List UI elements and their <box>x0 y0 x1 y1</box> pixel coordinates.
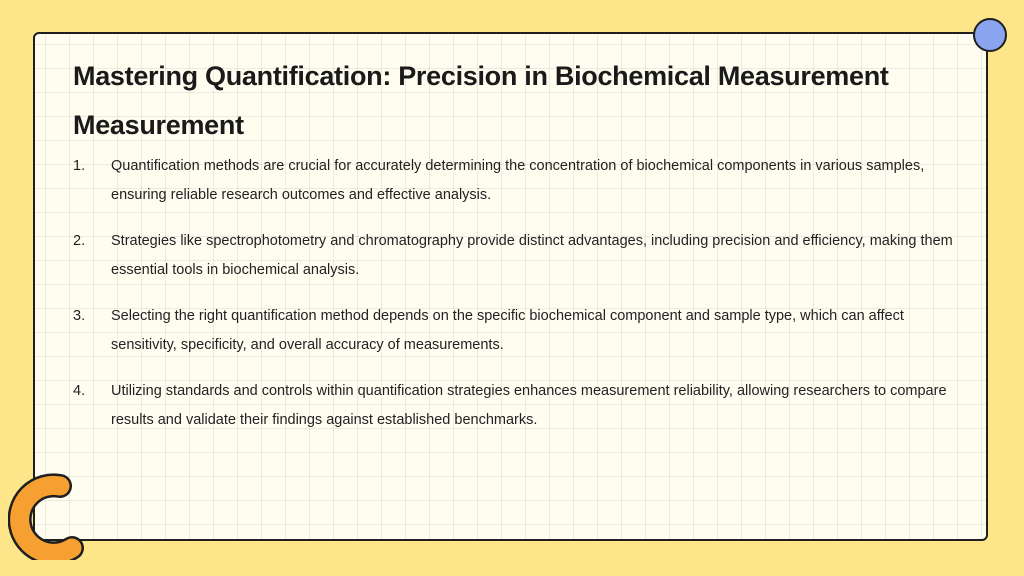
list-item <box>73 227 953 285</box>
list-item-number: 3. <box>73 308 86 324</box>
list-item <box>73 302 953 360</box>
slide-title-line-2: Measurement <box>73 110 244 140</box>
list-item-text: Quantification methods are crucial for accurately determining the concentration of biochemical components in various samples, ensuring reliable research outcomes and effective analysis. <box>111 158 925 203</box>
list-item-number: 4. <box>73 383 86 399</box>
list-item-number: 1. <box>73 158 86 174</box>
list-item-text: Utilizing standards and controls within quantification strategies enhances measurement reliability, allowing researchers to compare results and validate their findings against established benchmarks. <box>111 383 947 428</box>
decorative-c-shape-icon <box>8 470 88 560</box>
slide-title <box>73 52 973 150</box>
list-item <box>73 152 953 210</box>
list-item-text: Strategies like spectrophotometry and chromatography provide distinct advantages, including precision and efficiency, making them essential tools in biochemical analysis. <box>111 233 953 278</box>
list-item <box>73 377 953 435</box>
decorative-circle-icon <box>973 18 1007 52</box>
list-item-text: Selecting the right quantification method depends on the specific biochemical component and sample type, which can affect sensitivity, specificity, and overall accuracy of measurements. <box>111 308 904 353</box>
bullet-list <box>73 152 953 452</box>
slide-title-line-1: Mastering Quantification: Precision in Biochemical Measurement <box>73 61 889 91</box>
slide-card <box>33 32 988 541</box>
list-item-number: 2. <box>73 233 86 249</box>
